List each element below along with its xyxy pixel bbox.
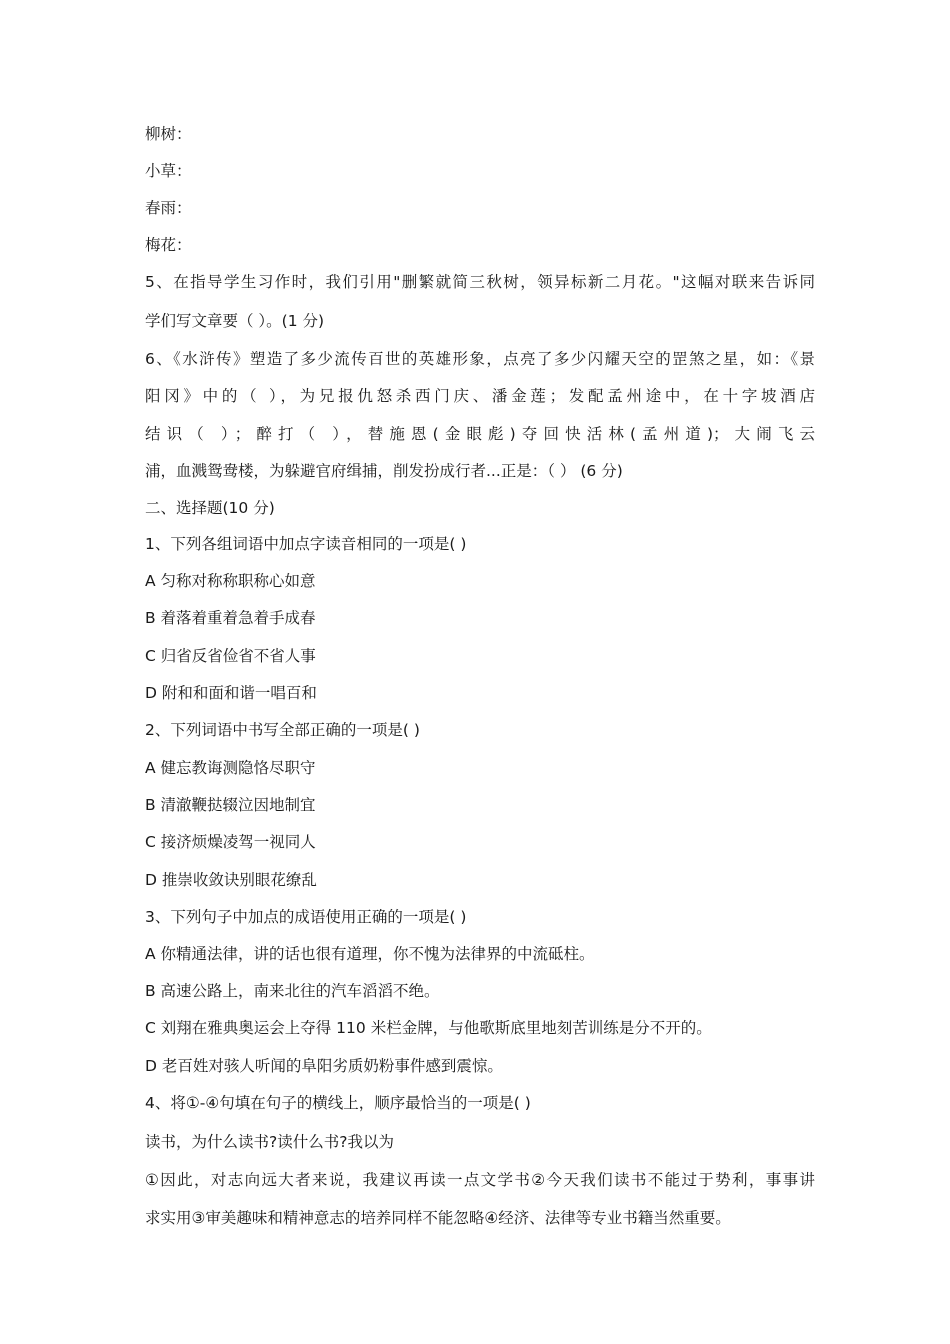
choice-q4-stem: 4、将①-④句填在句子的横线上，顺序最恰当的一项是( ) xyxy=(145,1094,531,1112)
choice-q2-option-b: B 清澈鞭挞辍泣因地制宜 xyxy=(145,796,316,814)
choice-q4-sentences-line-1: ①因此，对志向远大者来说，我建议再读一点文学书②今天我们读书不能过于势利，事事讲 xyxy=(145,1171,815,1189)
label-spring-rain: 春雨： xyxy=(145,199,192,217)
choice-q1-option-a: A 匀称对称称职称心如意 xyxy=(145,572,316,590)
label-grass: 小草： xyxy=(145,162,192,180)
choice-q1-option-b: B 着落着重着急着手成春 xyxy=(145,609,316,627)
choice-q1-stem: 1、下列各组词语中加点字读音相同的一项是( ) xyxy=(145,535,467,553)
choice-q2-option-d: D 推崇收敛诀别眼花缭乱 xyxy=(145,871,317,889)
choice-q2-stem: 2、下列词语中书写全部正确的一项是( ) xyxy=(145,721,420,739)
choice-q1-option-c: C 归省反省俭省不省人事 xyxy=(145,647,316,665)
choice-q3-option-a: A 你精通法律，讲的话也很有道理，你不愧为法律界的中流砥柱。 xyxy=(145,945,595,963)
question-5-line-2: 学们写文章要（ ）。(1 分) xyxy=(145,312,325,330)
choice-q4-sentences-line-2: 求实用③审美趣味和精神意志的培养同样不能忽略④经济、法律等专业书籍当然重要。 xyxy=(145,1209,731,1227)
choice-q3-option-d: D 老百姓对骇人听闻的阜阳劣质奶粉事件感到震惊。 xyxy=(145,1057,503,1075)
choice-q1-option-d: D 附和和面和谐一唱百和 xyxy=(145,684,317,702)
choice-q4-lead: 读书，为什么读书?读什么书?我以为 xyxy=(145,1133,394,1151)
choice-q2-option-c: C 接济烦燥凌驾一视同人 xyxy=(145,833,316,851)
question-6-line-4: 浦，血溅鸳鸯楼，为躲避官府缉捕，削发扮成行者...正是：（ ） (6 分) xyxy=(145,462,623,480)
label-plum-blossom: 梅花： xyxy=(145,236,192,254)
question-5-line-1: 5、在指导学生习作时，我们引用"删繁就简三秋树，领异标新二月花。"这幅对联来告诉同 xyxy=(145,273,815,291)
question-6-line-3: 结识（ ）；醉打（ ），替施恩(金眼彪)夺回快活林(孟州道)；大闹飞云 xyxy=(145,425,815,443)
label-willow: 柳树： xyxy=(145,125,192,143)
choice-q3-stem: 3、下列句子中加点的成语使用正确的一项是( ) xyxy=(145,908,467,926)
question-6-line-1: 6、《水浒传》塑造了多少流传百世的英雄形象，点亮了多少闪耀天空的罡煞之星，如：《景 xyxy=(145,350,815,368)
question-6-line-2: 阳冈》中的（ ），为兄报仇怒杀西门庆、潘金莲；发配孟州途中，在十字坡酒店 xyxy=(145,387,815,405)
choice-q3-option-c: C 刘翔在雅典奥运会上夺得 110 米栏金牌，与他歌斯底里地刻苦训练是分不开的。 xyxy=(145,1019,712,1037)
choice-q2-option-a: A 健忘教诲测隐恪尽职守 xyxy=(145,759,316,777)
section-heading-choice: 二、选择题(10 分) xyxy=(145,499,275,517)
choice-q3-option-b: B 高速公路上，南来北往的汽车滔滔不绝。 xyxy=(145,982,440,1000)
